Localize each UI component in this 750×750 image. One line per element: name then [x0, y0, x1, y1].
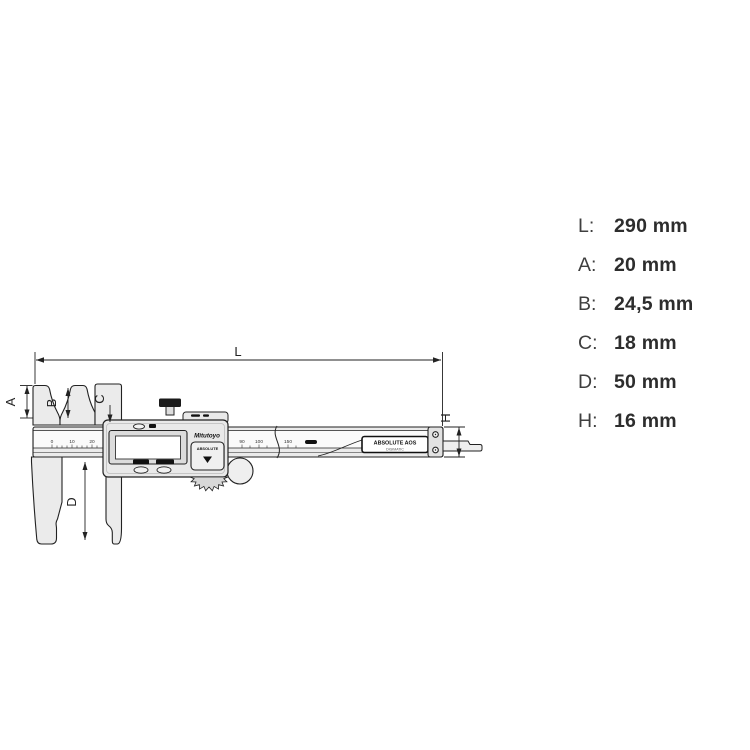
- dimension-A: [3, 386, 33, 419]
- scale-number: 90: [239, 440, 245, 445]
- clamp-screw: [159, 399, 181, 416]
- dim-label-A: A: [3, 397, 18, 407]
- scale-number: 10: [69, 440, 75, 445]
- end-cap: [428, 427, 443, 457]
- slider-display-group: [103, 420, 228, 477]
- lower-fixed-jaw: [32, 457, 63, 544]
- upper-moving-jaw: [60, 386, 95, 426]
- spec-table: [578, 207, 693, 441]
- scale-number: 20: [89, 440, 95, 445]
- beam-dash-mark: [305, 440, 317, 444]
- dim-label-C: C: [92, 394, 107, 404]
- scale-number: 100: [254, 440, 264, 445]
- function-button: [156, 460, 174, 465]
- spec-row-D: [578, 363, 693, 402]
- dimension-D: [64, 462, 88, 540]
- badge-line1: ABSOLUTE AOS: [373, 440, 417, 447]
- scale-number: 150: [283, 440, 293, 445]
- spec-row-A: [578, 246, 693, 285]
- spec-value: 290 mm: [614, 214, 688, 237]
- depth-rod: [443, 441, 482, 451]
- spec-label: C:: [578, 331, 598, 354]
- dim-label-B: B: [44, 398, 59, 408]
- spec-value: 18 mm: [614, 331, 677, 354]
- dim-label-D: D: [64, 497, 79, 507]
- spec-row-C: [578, 324, 693, 363]
- oval-button: [134, 467, 148, 473]
- spec-label: H:: [578, 409, 598, 432]
- spec-row-B: [578, 285, 693, 324]
- dim-label-L: L: [234, 344, 242, 359]
- brand-badge: [362, 437, 428, 453]
- badge-line2: DIGIMATIC: [386, 447, 404, 452]
- thumb-wheel-serration: [190, 477, 228, 491]
- spec-label: D:: [578, 370, 598, 393]
- spec-value: 24,5 mm: [614, 292, 694, 315]
- spec-value: 20 mm: [614, 253, 677, 276]
- spec-label: B:: [578, 292, 597, 315]
- spec-row-L: [578, 207, 693, 246]
- spec-value: 16 mm: [614, 409, 677, 432]
- function-button: [133, 460, 149, 465]
- top-oval-button: [134, 424, 145, 429]
- absolute-button-label: ABSOLUTE: [196, 446, 219, 451]
- oval-button: [157, 467, 171, 473]
- spec-label: A:: [578, 253, 597, 276]
- top-dark-button: [149, 424, 156, 428]
- brand-text: Mitutoyo: [194, 432, 220, 440]
- spec-label: L:: [578, 214, 595, 237]
- absolute-button: [191, 442, 224, 470]
- scale-number: 0: [50, 440, 54, 445]
- dim-label-H: H: [438, 413, 453, 423]
- thumb-roller: [227, 458, 253, 484]
- spec-row-H: [578, 402, 693, 441]
- lcd-display: [109, 431, 187, 465]
- spec-value: 50 mm: [614, 370, 677, 393]
